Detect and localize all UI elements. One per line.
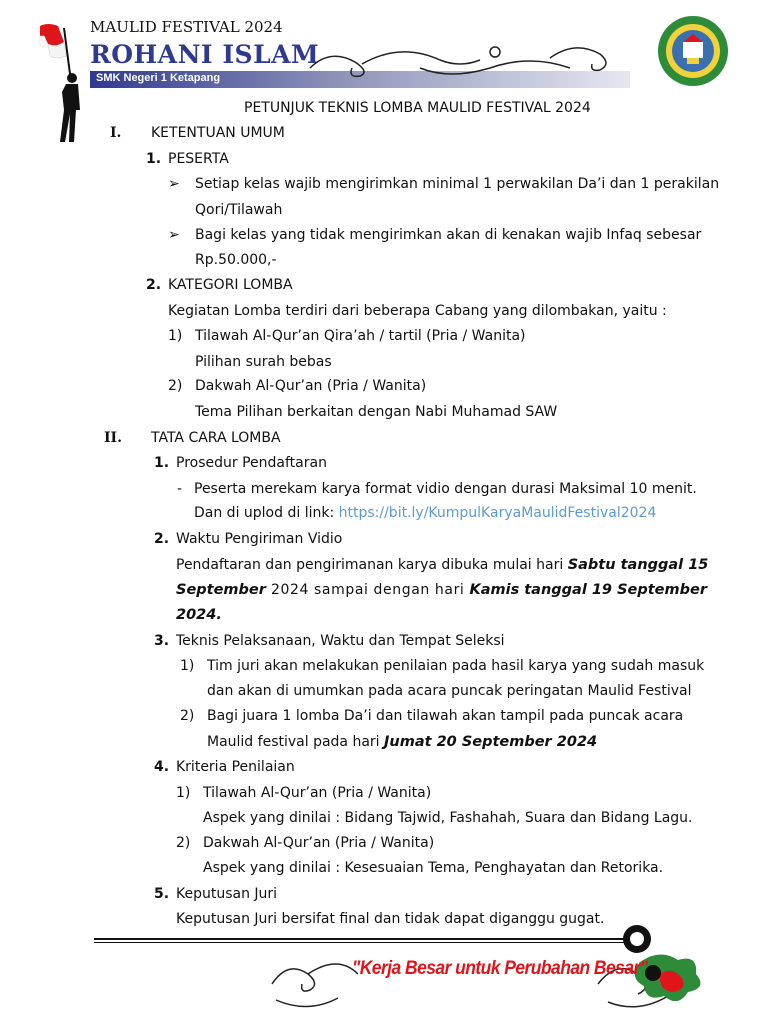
teknis-item-1-number: 1) [180,658,195,674]
school-logo-icon [656,14,730,88]
prosedur-line-2 [194,505,656,521]
festival-title: MAULID FESTIVAL 2024 [90,18,283,36]
kriteria-title: Kriteria Penilaian [176,759,295,775]
footer-rule-thin [94,942,634,943]
kriteria-item-1-sub: Aspek yang dinilai : Bidang Tajwid, Fashahah, Suara dan Bidang Lagu. [203,810,693,826]
teknis-item-1-cont: dan akan di umumkan pada acara puncak peringatan Maulid Festival [207,683,692,699]
waktu-start-month: September [176,582,266,598]
peserta-number: 1. [146,151,162,167]
school-name: SMK Negeri 1 Ketapang [96,72,221,84]
peserta-bullet-1: Setiap kelas wajib mengirimkan minimal 1 perwakilan Da’i dan 1 perakilan [195,176,720,192]
kriteria-item-1-number: 1) [176,785,191,801]
kriteria-item-2: Dakwah Al-Qur’an (Pria / Wanita) [203,835,435,851]
waktu-line-1-text: Pendaftaran dan pengirimanan karya dibuka mulai hari [176,557,568,573]
waktu-start-date: Sabtu tanggal 15 [567,557,709,573]
kategori-item-2-sub: Tema Pilihan berkaitan dengan Nabi Muhamad SAW [195,404,558,420]
section-2-title: TATA CARA LOMBA [151,430,281,446]
kategori-item-2-number: 2) [168,378,183,394]
teknis-item-2-text: Maulid festival pada hari [207,734,384,750]
waktu-end-date: Kamis tanggal 19 September [469,582,707,598]
keputusan-number: 5. [154,886,170,902]
footer-circle-icon [620,922,654,956]
kategori-item-1-number: 1) [168,328,183,344]
kategori-title: KATEGORI LOMBA [168,277,293,293]
peserta-bullet-2-cont: Rp.50.000,- [195,252,277,268]
keputusan-text: Keputusan Juri bersifat final dan tidak dapat diganggu gugat. [176,911,605,927]
prosedur-line-1: Peserta merekam karya format vidio dengan durasi Maksimal 10 menit. [194,481,697,497]
org-title: ROHANI ISLAM [90,40,320,69]
waktu-line-2-text: 2024 sampai dengan hari [265,582,470,598]
waktu-line-2 [176,582,707,598]
waktu-end-year: 2024. [176,607,222,623]
waktu-title: Waktu Pengiriman Vidio [176,531,343,547]
kriteria-number: 4. [154,759,170,775]
prosedur-dash: - [177,481,183,497]
kriteria-item-2-number: 2) [176,835,191,851]
section-1-number: I. [110,125,122,141]
arrow-bullet-icon: ➢ [168,176,180,192]
prosedur-title: Prosedur Pendaftaran [176,455,327,471]
section-1-title: KETENTUAN UMUM [151,125,285,141]
flourish-ornament [300,38,620,82]
waktu-line-1 [176,557,708,573]
teknis-final-date: Jumat 20 September 2024 [384,734,598,750]
kriteria-item-2-sub: Aspek yang dinilai : Kesesuaian Tema, Penghayatan dan Retorika. [203,860,664,876]
waktu-number: 2. [154,531,170,547]
kategori-number: 2. [146,277,162,293]
teknis-item-2: Bagi juara 1 lomba Da’i dan tilawah akan tampil pada puncak acara [207,708,684,724]
teknis-number: 3. [154,633,170,649]
footer-motto: "Kerja Besar untuk Perubahan Besar" [352,958,648,979]
footer-rule [94,938,634,940]
peserta-bullet-1-cont: Qori/Tilawah [195,202,283,218]
kategori-intro: Kegiatan Lomba terdiri dari beberapa Cabang yang dilombakan, yaitu : [168,303,667,319]
teknis-item-1: Tim juri akan melakukan penilaian pada hasil karya yang sudah masuk [207,658,705,674]
teknis-item-2-cont [207,734,597,750]
peserta-title: PESERTA [168,151,229,167]
kategori-item-1-sub: Pilihan surah bebas [195,354,332,370]
arrow-bullet-icon: ➢ [168,227,180,243]
teknis-title: Teknis Pelaksanaan, Waktu dan Tempat Seleksi [176,633,505,649]
kategori-item-1: Tilawah Al-Qur’an Qira’ah / tartil (Pria / Wanita) [195,328,526,344]
kriteria-item-1: Tilawah Al-Qur’an (Pria / Wanita) [203,785,432,801]
teknis-item-2-number: 2) [180,708,195,724]
flag-silhouette-icon [38,22,98,147]
prosedur-link-label: Dan di uplod di link: [194,505,339,521]
kategori-item-2: Dakwah Al-Qur’an (Pria / Wanita) [195,378,427,394]
registration-link[interactable]: https://bit.ly/KumpulKaryaMaulidFestival2024 [338,505,657,521]
peserta-bullet-2: Bagi kelas yang tidak mengirimkan akan di kenakan wajib Infaq sebesar [195,227,702,243]
prosedur-number: 1. [154,455,170,471]
section-2-number: II. [104,430,122,446]
keputusan-title: Keputusan Juri [176,886,278,902]
page-title: PETUNJUK TEKNIS LOMBA MAULID FESTIVAL 2024 [244,100,591,116]
